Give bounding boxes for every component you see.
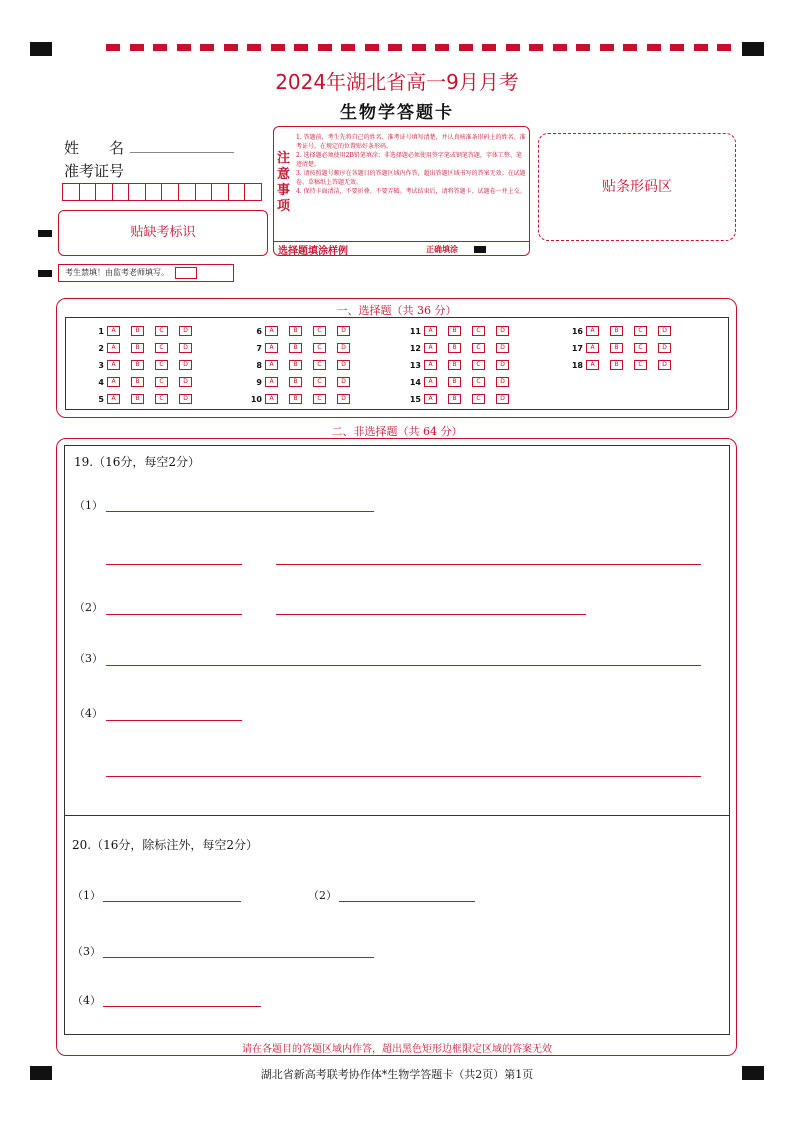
option-bubble-c[interactable]: C bbox=[634, 343, 647, 353]
question-number: 5 bbox=[98, 394, 104, 404]
q19-part2-label: （2） bbox=[74, 601, 103, 614]
q19-part4-blank[interactable] bbox=[106, 775, 701, 777]
option-bubble-a[interactable]: A bbox=[107, 326, 120, 336]
option-bubble-d[interactable]: D bbox=[179, 377, 192, 387]
option-bubble-a[interactable]: A bbox=[586, 360, 599, 370]
option-bubble-d[interactable]: D bbox=[179, 360, 192, 370]
question-number: 18 bbox=[571, 360, 583, 370]
option-bubble-b[interactable]: B bbox=[131, 343, 144, 353]
choice-question-6 bbox=[250, 326, 361, 336]
option-bubble-a[interactable]: A bbox=[265, 343, 278, 353]
option-bubble-d[interactable]: D bbox=[496, 377, 509, 387]
question-number: 16 bbox=[571, 326, 583, 336]
filled-mark-icon bbox=[474, 246, 486, 253]
option-bubble-c[interactable]: C bbox=[472, 394, 485, 404]
absent-mark-box[interactable] bbox=[58, 210, 268, 256]
option-bubble-d[interactable]: D bbox=[658, 343, 671, 353]
side-marker bbox=[38, 270, 52, 277]
option-bubble-b[interactable]: B bbox=[448, 343, 461, 353]
correct-label: 正确填涂 bbox=[426, 245, 458, 254]
q19-part1-blank[interactable] bbox=[276, 563, 701, 565]
option-bubble-c[interactable]: C bbox=[155, 360, 168, 370]
name-label: 姓 名 bbox=[64, 139, 125, 157]
choice-question-17 bbox=[571, 343, 682, 353]
option-bubble-c[interactable]: C bbox=[155, 343, 168, 353]
question-number: 7 bbox=[256, 343, 262, 353]
exam-id-boxes[interactable] bbox=[62, 183, 262, 201]
option-bubble-a[interactable]: A bbox=[265, 360, 278, 370]
barcode-label: 贴条形码区 bbox=[602, 179, 672, 195]
option-bubble-d[interactable]: D bbox=[337, 377, 350, 387]
nonchoice-section-title: 二、非选择题（共 64 分） bbox=[331, 425, 463, 438]
option-bubble-b[interactable]: B bbox=[610, 326, 623, 336]
notice-item: 2. 选择题必须使用2B铅笔填涂；非选择题必须使用签字笔或钢笔答题，字体工整、笔迹清楚。 bbox=[296, 152, 522, 168]
option-bubble-b[interactable]: B bbox=[131, 394, 144, 404]
sample-label: 选择题填涂样例 bbox=[278, 246, 348, 257]
option-bubble-c[interactable]: C bbox=[155, 377, 168, 387]
option-bubble-c[interactable]: C bbox=[634, 326, 647, 336]
choice-question-4 bbox=[92, 377, 203, 387]
option-bubble-d[interactable]: D bbox=[179, 326, 192, 336]
question-number: 4 bbox=[98, 377, 104, 387]
barcode-area[interactable] bbox=[538, 133, 736, 241]
choice-question-10 bbox=[250, 394, 361, 404]
question-number: 2 bbox=[98, 343, 104, 353]
choice-question-16 bbox=[571, 326, 682, 336]
option-bubble-c[interactable]: C bbox=[313, 394, 326, 404]
page-footer: 湖北省新高考联考协作体*生物学答题卡（共2页）第1页 bbox=[260, 1068, 534, 1081]
option-bubble-a[interactable]: A bbox=[107, 360, 120, 370]
option-bubble-b[interactable]: B bbox=[131, 326, 144, 336]
question-divider bbox=[64, 815, 730, 816]
option-bubble-a[interactable]: A bbox=[107, 377, 120, 387]
option-bubble-a[interactable]: A bbox=[265, 377, 278, 387]
option-bubble-d[interactable]: D bbox=[179, 394, 192, 404]
answer-frame bbox=[64, 445, 730, 1035]
option-bubble-c[interactable]: C bbox=[472, 377, 485, 387]
option-bubble-c[interactable]: C bbox=[313, 326, 326, 336]
q20-part3-blank[interactable] bbox=[103, 956, 374, 958]
question-number: 9 bbox=[256, 377, 262, 387]
option-bubble-b[interactable]: B bbox=[448, 326, 461, 336]
option-bubble-b[interactable]: B bbox=[289, 343, 302, 353]
choice-question-1 bbox=[92, 326, 203, 336]
page-subtitle: 生物学答题卡 bbox=[340, 103, 454, 123]
corner-marker-top-left bbox=[30, 42, 52, 56]
absent-note-text: 考生禁填！由监考老师填写。 bbox=[65, 268, 169, 277]
choice-question-11 bbox=[409, 326, 520, 336]
q20-part4-label: （4） bbox=[72, 994, 101, 1007]
q20-heading: 20.（16分，除标注外，每空2分） bbox=[72, 838, 258, 852]
choice-question-14 bbox=[409, 377, 520, 387]
option-bubble-d[interactable]: D bbox=[658, 360, 671, 370]
question-number: 1 bbox=[98, 326, 104, 336]
option-bubble-d[interactable]: D bbox=[337, 326, 350, 336]
option-bubble-b[interactable]: B bbox=[448, 360, 461, 370]
notice-title: 注 意 事 项 bbox=[277, 151, 291, 214]
question-number: 13 bbox=[409, 360, 421, 370]
option-bubble-d[interactable]: D bbox=[179, 343, 192, 353]
side-marker bbox=[38, 230, 52, 237]
question-number: 17 bbox=[571, 343, 583, 353]
q19-part3-blank[interactable] bbox=[106, 664, 701, 666]
question-number: 12 bbox=[409, 343, 421, 353]
option-bubble-c[interactable]: C bbox=[155, 326, 168, 336]
name-field[interactable] bbox=[130, 151, 234, 153]
question-number: 3 bbox=[98, 360, 104, 370]
option-bubble-a[interactable]: A bbox=[265, 326, 278, 336]
option-bubble-a[interactable]: A bbox=[265, 394, 278, 404]
timing-track bbox=[106, 44, 731, 52]
option-bubble-c[interactable]: C bbox=[313, 377, 326, 387]
q19-part4-blank[interactable] bbox=[106, 719, 242, 721]
option-bubble-a[interactable]: A bbox=[424, 343, 437, 353]
q20-part3-label: （3） bbox=[72, 945, 101, 958]
corner-marker-top-right bbox=[742, 42, 764, 56]
option-bubble-b[interactable]: B bbox=[289, 326, 302, 336]
choice-question-2 bbox=[92, 343, 203, 353]
option-bubble-a[interactable]: A bbox=[107, 394, 120, 404]
notice-box bbox=[273, 126, 530, 256]
choice-question-9 bbox=[250, 377, 361, 387]
absent-note-box bbox=[58, 264, 234, 282]
option-bubble-c[interactable]: C bbox=[313, 360, 326, 370]
option-bubble-b[interactable]: B bbox=[289, 394, 302, 404]
choice-question-13 bbox=[409, 360, 520, 370]
option-bubble-b[interactable]: B bbox=[448, 394, 461, 404]
q19-part2-blank[interactable] bbox=[276, 613, 586, 615]
choice-question-7 bbox=[250, 343, 361, 353]
q20-part1-blank[interactable] bbox=[103, 900, 241, 902]
notice-list bbox=[296, 133, 526, 196]
q20-part1-label: （1） bbox=[72, 889, 101, 902]
choice-question-3 bbox=[92, 360, 203, 370]
option-bubble-b[interactable]: B bbox=[289, 360, 302, 370]
option-bubble-b[interactable]: B bbox=[448, 377, 461, 387]
exam-id-label: 准考证号 bbox=[64, 162, 125, 180]
q19-part1-blank[interactable] bbox=[106, 563, 242, 565]
question-number: 8 bbox=[256, 360, 262, 370]
q20-part2-label: （2） bbox=[308, 889, 337, 902]
option-bubble-a[interactable]: A bbox=[586, 326, 599, 336]
page-title: 2024年湖北省高一9月月考 bbox=[275, 70, 519, 94]
question-number: 6 bbox=[256, 326, 262, 336]
correct-sample bbox=[426, 244, 486, 255]
option-bubble-c[interactable]: C bbox=[313, 343, 326, 353]
option-bubble-b[interactable]: B bbox=[610, 343, 623, 353]
q19-part1-label: （1） bbox=[74, 499, 103, 512]
q19-part2-blank[interactable] bbox=[106, 613, 242, 615]
option-bubble-c[interactable]: C bbox=[472, 326, 485, 336]
option-bubble-d[interactable]: D bbox=[337, 394, 350, 404]
q20-part2-blank[interactable] bbox=[339, 900, 475, 902]
option-bubble-d[interactable]: D bbox=[337, 343, 350, 353]
option-bubble-b[interactable]: B bbox=[131, 377, 144, 387]
question-number: 10 bbox=[250, 394, 262, 404]
notice-item: 4. 保持卡面清洁，不要折叠、不要弄破。考试结束后，请将答题卡、试题卷一并上交。 bbox=[296, 188, 526, 195]
option-bubble-b[interactable]: B bbox=[289, 377, 302, 387]
option-bubble-a[interactable]: A bbox=[424, 377, 437, 387]
q20-part4-blank[interactable] bbox=[103, 1005, 261, 1007]
option-bubble-d[interactable]: D bbox=[496, 394, 509, 404]
question-number: 15 bbox=[409, 394, 421, 404]
option-bubble-a[interactable]: A bbox=[424, 326, 437, 336]
option-bubble-d[interactable]: D bbox=[337, 360, 350, 370]
absent-note-checkbox[interactable] bbox=[175, 267, 197, 279]
option-bubble-a[interactable]: A bbox=[586, 343, 599, 353]
option-bubble-d[interactable]: D bbox=[658, 326, 671, 336]
q19-part1-blank[interactable] bbox=[106, 510, 374, 512]
option-bubble-d[interactable]: D bbox=[496, 343, 509, 353]
absent-mark-label: 贴缺考标识 bbox=[130, 225, 196, 240]
choice-question-15 bbox=[409, 394, 520, 404]
q19-part4-label: （4） bbox=[74, 707, 103, 720]
notice-item: 1. 答题前，考生先将自己的姓名、准考证号填写清楚，并认真核准条形码上的姓名、准考证号，在规定的位置贴好条形码。 bbox=[296, 134, 526, 150]
choice-question-12 bbox=[409, 343, 520, 353]
option-bubble-c[interactable]: C bbox=[634, 360, 647, 370]
option-bubble-d[interactable]: D bbox=[496, 326, 509, 336]
question-number: 14 bbox=[409, 377, 421, 387]
option-bubble-d[interactable]: D bbox=[496, 360, 509, 370]
answer-area-warning: 请在各题目的答题区域内作答，超出黑色矩形边框限定区域的答案无效 bbox=[242, 1044, 552, 1055]
choice-question-5 bbox=[92, 394, 203, 404]
choice-question-18 bbox=[571, 360, 682, 370]
option-bubble-c[interactable]: C bbox=[155, 394, 168, 404]
choice-question-8 bbox=[250, 360, 361, 370]
option-bubble-b[interactable]: B bbox=[610, 360, 623, 370]
option-bubble-a[interactable]: A bbox=[424, 394, 437, 404]
q19-part3-label: （3） bbox=[74, 652, 103, 665]
option-bubble-a[interactable]: A bbox=[424, 360, 437, 370]
notice-item: 3. 请按照题号顺序在各题目的答题区域内作答，超出答题区域书写的答案无效；在试题卷、草稿纸上答题无效。 bbox=[296, 170, 526, 186]
option-bubble-c[interactable]: C bbox=[472, 360, 485, 370]
option-bubble-a[interactable]: A bbox=[107, 343, 120, 353]
option-bubble-b[interactable]: B bbox=[131, 360, 144, 370]
option-bubble-c[interactable]: C bbox=[472, 343, 485, 353]
question-number: 11 bbox=[409, 326, 421, 336]
choice-section-title: 一、选择题（共 36 分） bbox=[336, 304, 457, 317]
q19-heading: 19.（16分，每空2分） bbox=[74, 455, 200, 469]
